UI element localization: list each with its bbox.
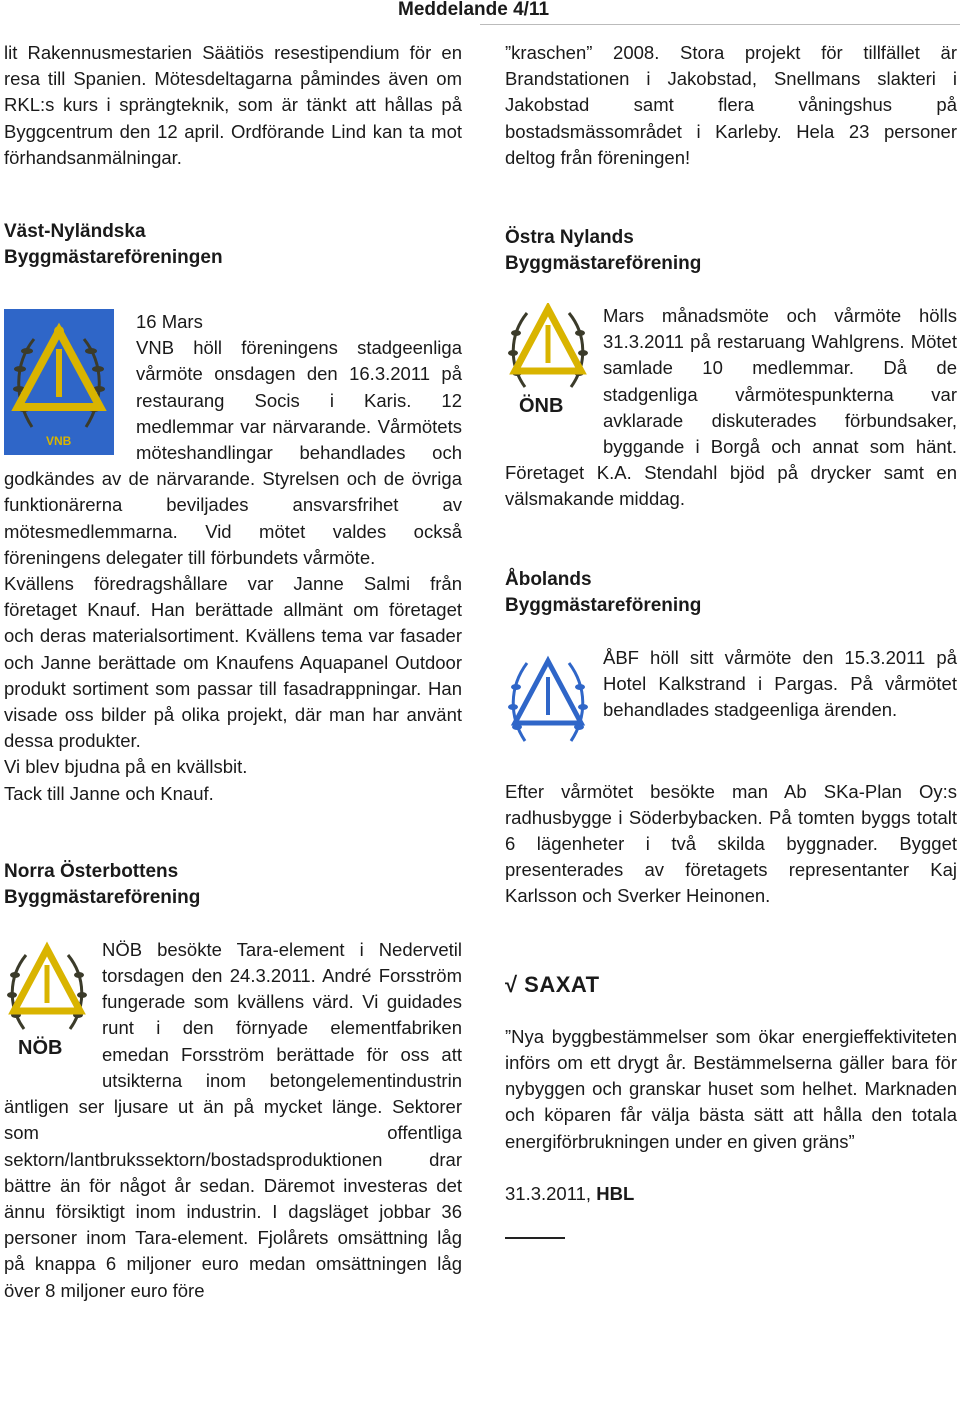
vnb-paragraph-4: Tack till Janne och Knauf. <box>4 782 214 804</box>
saxat-quote: ”Nya byggbestämmelser som ökar energieffektiviteten införs om ett drygt år. Bestämmelserna gäller bara för nybyggen och granskar huset som helhet. Marknaden och köparen får välja bästa sätt att hålla den totala energiförbrukningen under en given gräns” <box>505 1025 957 1152</box>
page-header <box>0 0 960 24</box>
nob-article <box>4 937 462 1304</box>
vnb-logo <box>4 309 114 455</box>
nob-heading-line2: Byggmästareförening <box>4 886 201 908</box>
saxat-source <box>505 1181 957 1207</box>
onb-heading-line1: Östra Nylands <box>505 227 634 249</box>
nob-heading-line1: Norra Österbottens <box>4 860 179 882</box>
vnb-heading-line1: Väst-Nyländska <box>4 221 146 243</box>
abf-heading-line2: Byggmästareförening <box>505 594 702 616</box>
vnb-paragraph-3: Vi blev bjudna på en kvällsbit. <box>4 756 248 778</box>
nob-text: NÖB besökte Tara-element i Nedervetil torsdagen den 24.3.2011. André Forsström fungerade som kvällens värd. Vi guidades runt i den förnyade elementfabriken emedan Forsström berättade för oss att utsikterna inom betongelementindustrin äntligen ser ljusare ut än på mycket länge. Sektorer som offentliga sektorn/lantbrukssektorn/bostadsproduktionen drar bättre än för något år sedan. Däremot investeras det ännu försiktigt inom industrin. I dagsläget jobbar 36 personer inom Tara-element. Fjolårets omsättning låg på knappa 6 miljoner euro medan omsättningen låg över 8 miljoner euro före <box>4 938 462 1301</box>
saxat-heading: √ SAXAT <box>505 971 600 997</box>
vnb-article <box>4 309 462 571</box>
saxat-source-name: HBL <box>596 1182 635 1204</box>
abf-paragraph-2: Efter vårmötet besökte man Ab SKa-Plan Oy:s radhusbygge i Söderbybacken. På tomten byggs totalt 6 lägenheter i två skilda byggnader. Bygget presenterades av företagets representanter Kaj Karlsson och Sverker Heinonen. <box>505 780 957 907</box>
vnb-date: 16 Mars <box>136 311 203 333</box>
left-column <box>4 40 462 1304</box>
end-dash <box>505 1237 565 1239</box>
abf-text: ÅBF höll sitt vårmöte den 15.3.2011 på Hotel Kalkstrand i Pargas. På vårmötet behandlades stadgeenliga ärenden. <box>603 646 957 721</box>
left-intro-paragraph: lit Rakennusmestarien Säätiös resestipendium för en resa till Spanien. Mötesdeltagarna påmindes även om RKL:s kurs i sprängteknik, som är tänkt att hållas på Byggcentrum den 12 april. Ordförande Lind kan ta mot förhandsanmälningar. <box>4 42 462 168</box>
right-intro-paragraph: ”kraschen” 2008. Stora projekt för tillfället är Brandstationen i Jakobstad, Snellmans slakteri i Jakobstad samt flera våningshus på bostadsmässområdet i Karleby. Hela 23 personer deltog från föreningen! <box>505 42 957 168</box>
abf-emblem-icon <box>505 645 591 749</box>
onb-logo-label: ÖNB <box>519 395 564 418</box>
page-title: Meddelande 4/11 <box>398 0 550 20</box>
onb-heading-line2: Byggmästareförening <box>505 253 702 275</box>
vnb-emblem-icon <box>4 309 114 455</box>
nob-logo <box>4 937 90 1065</box>
vnb-heading-line2: Byggmästareföreningen <box>4 247 223 269</box>
header-rule <box>480 24 960 25</box>
svg-text:VNB: VNB <box>46 434 72 449</box>
abf-logo <box>505 645 591 749</box>
onb-logo <box>505 303 591 431</box>
onb-article <box>505 303 957 513</box>
onb-text: Mars månadsmöte och vårmöte hölls 31.3.2011 på restaruang Wahlgrens. Mötet samlade 10 medlemmar. Då de stadgenliga vårmötespunkterna var avklarade diskuterades förbundsaker, byggande i Borgå och annat som hänt. Företaget K.A. Stendahl bjöd på drycker samt en välsmakande middag. <box>505 305 957 510</box>
vnb-paragraph-2: Kvällens föredragshållare var Janne Salmi från företaget Knauf. Han berättade allmänt om företaget och deras materialsortiment. Kvällens tema var fasader och Janne berättade om Knaufens Aquapanel Outdoor produkt sortiment som passar till fasadrappningar. Han visade oss bilder på olika projekt, där man har använt dessa produkter. <box>4 573 462 752</box>
nob-emblem-icon <box>4 937 90 1037</box>
abf-article <box>505 645 957 724</box>
onb-emblem-icon <box>505 303 591 393</box>
nob-logo-label: NÖB <box>18 1036 63 1059</box>
right-column <box>505 40 957 1239</box>
saxat-source-date: 31.3.2011, <box>505 1182 592 1204</box>
abf-heading-line1: Åbolands <box>505 568 592 590</box>
vnb-text: VNB höll föreningens stadgeenliga vårmöte onsdagen den 16.3.2011 på restaurang Socis i Karis. 12 medlemmar var närvarande. Vårmötets möteshandlingar behandlades och godkändes av de närvarande. Styrelsen och de övriga funktionärerna beviljades ansvarsfrihet av mötesmedlemmarna. Vid mötet valdes också föreningens delegater till förbundets vårmöte. <box>4 337 462 568</box>
